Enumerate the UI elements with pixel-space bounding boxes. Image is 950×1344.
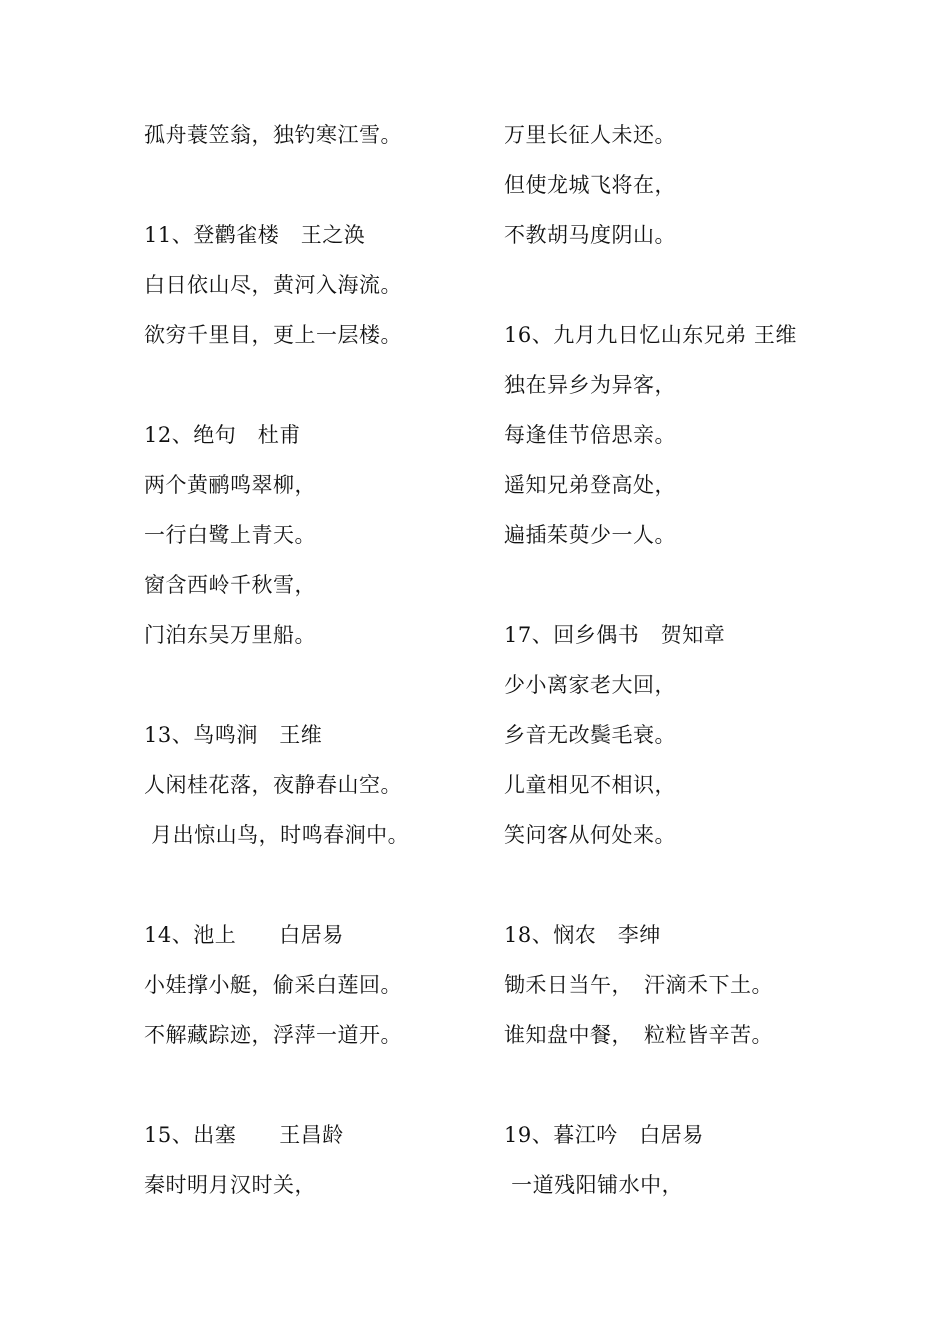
blank-line <box>144 1060 484 1110</box>
poem-title: 18、悯农 李绅 <box>504 923 661 947</box>
blank-line <box>144 660 484 710</box>
text-line: 乡音无改鬓毛衰。 <box>504 723 676 747</box>
poem-title: 13、鸟鸣涧 王维 <box>144 723 323 747</box>
text-line: 人闲桂花落，夜静春山空。 <box>144 773 402 797</box>
poem-title: 16、九月九日忆山东兄弟 王维 <box>504 323 797 347</box>
text-line: 白日依山尽，黄河入海流。 <box>144 273 402 297</box>
text-line: 每逢佳节倍思亲。 <box>504 423 676 447</box>
text-line: 但使龙城飞将在， <box>504 173 676 197</box>
poem-title: 17、回乡偶书 贺知章 <box>504 623 726 647</box>
text-line: 两个黄鹂鸣翠柳， <box>144 473 316 497</box>
text-line: 欲穷千里目，更上一层楼。 <box>144 323 402 347</box>
blank-line <box>144 160 484 210</box>
text-line: 秦时明月汉时关， <box>144 1173 316 1197</box>
text-line: 月出惊山鸟，时鸣春涧中。 <box>144 823 410 847</box>
text-line: 一行白鹭上青天。 <box>144 523 316 547</box>
text-line: 笑问客从何处来。 <box>504 823 676 847</box>
poem-title: 15、出塞 王昌龄 <box>144 1123 344 1147</box>
text-line: 不解藏踪迹，浮萍一道开。 <box>144 1023 402 1047</box>
blank-line <box>504 560 924 610</box>
blank-line <box>504 1060 924 1110</box>
blank-line <box>144 860 484 910</box>
blank-line <box>144 360 484 410</box>
text-line: 不教胡马度阴山。 <box>504 223 676 247</box>
text-line: 窗含西岭千秋雪， <box>144 573 316 597</box>
blank-line <box>504 860 924 910</box>
text-line: 独在异乡为异客， <box>504 373 676 397</box>
poem-title: 14、池上 白居易 <box>144 923 344 947</box>
blank-line <box>504 260 924 310</box>
text-line: 少小离家老大回， <box>504 673 676 697</box>
left-column <box>144 110 484 1210</box>
right-column <box>504 110 924 1210</box>
text-line: 儿童相见不相识， <box>504 773 676 797</box>
poem-title: 11、登鹳雀楼 王之涣 <box>144 223 366 247</box>
text-line: 门泊东吴万里船。 <box>144 623 316 647</box>
text-line: 锄禾日当午， 汗滴禾下土。 <box>504 973 773 997</box>
text-line: 小娃撑小艇，偷采白莲回。 <box>144 973 402 997</box>
text-line: 遍插茱萸少一人。 <box>504 523 676 547</box>
text-line: 孤舟蓑笠翁，独钓寒江雪。 <box>144 123 402 147</box>
poem-title: 19、暮江吟 白居易 <box>504 1123 704 1147</box>
text-line: 谁知盘中餐， 粒粒皆辛苦。 <box>504 1023 773 1047</box>
poem-title: 12、绝句 杜甫 <box>144 423 301 447</box>
text-line: 遥知兄弟登高处， <box>504 473 676 497</box>
text-line: 一道残阳铺水中， <box>504 1173 684 1197</box>
text-line: 万里长征人未还。 <box>504 123 676 147</box>
